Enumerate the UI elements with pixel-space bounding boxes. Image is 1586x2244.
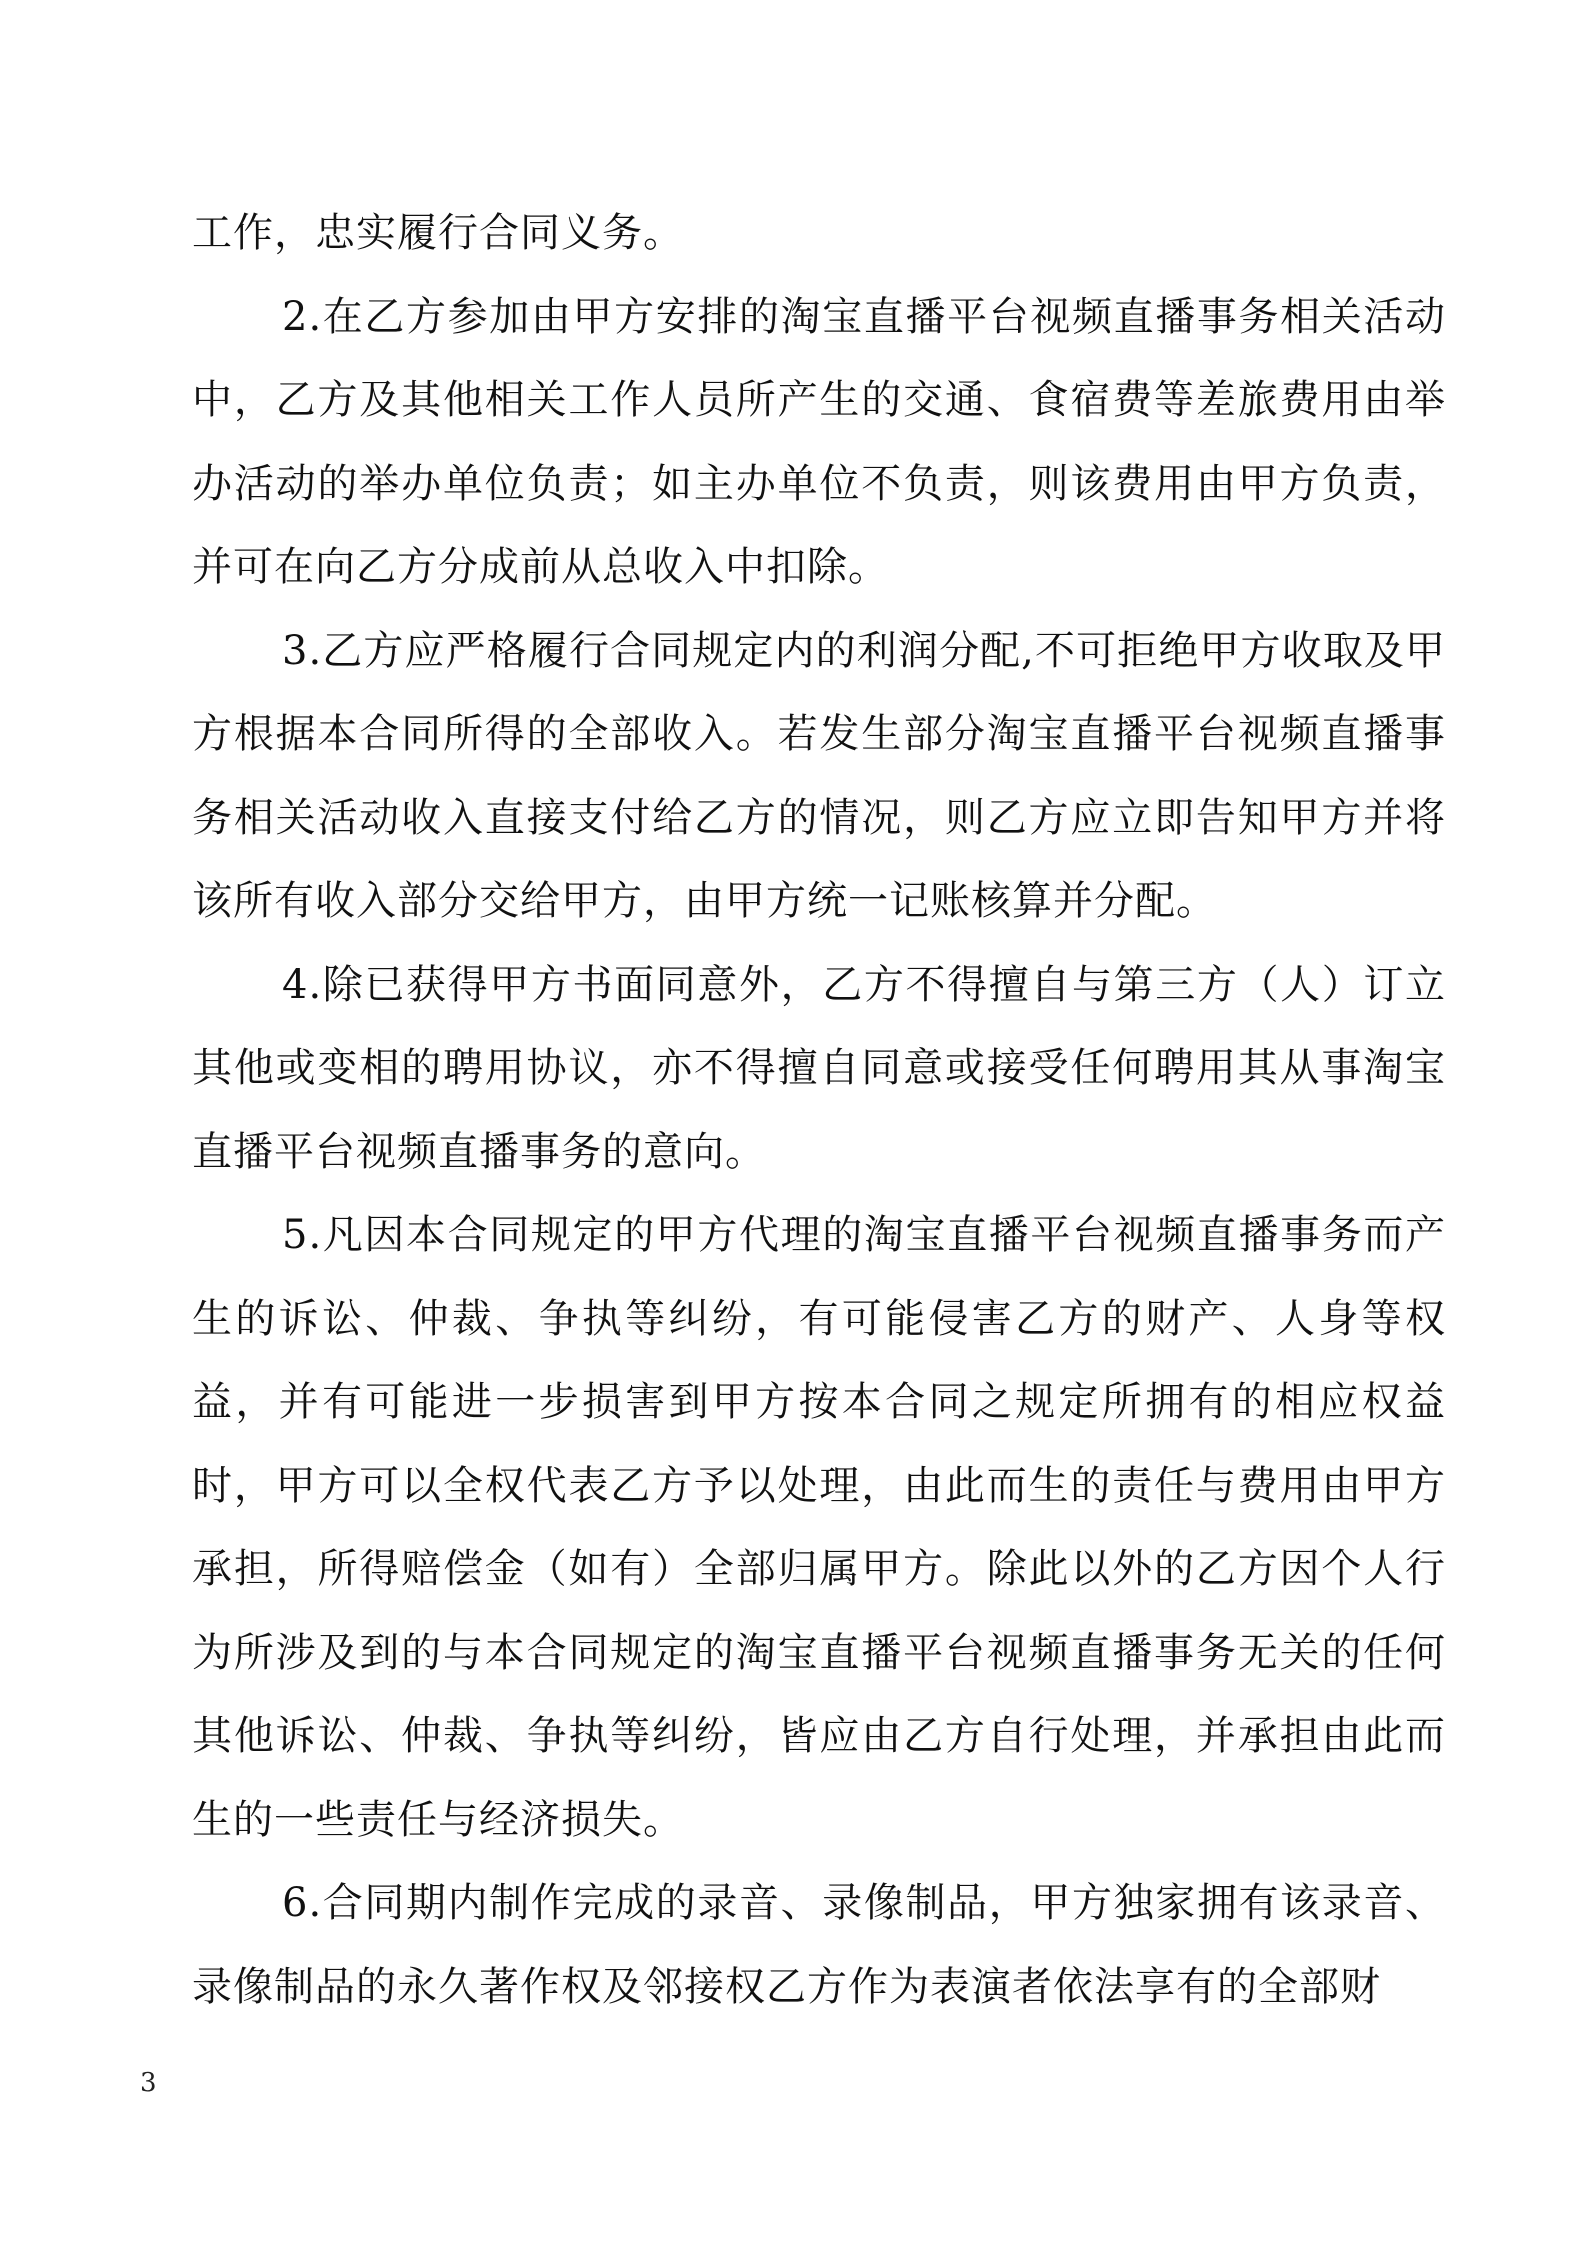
paragraph-clause-6: 6.合同期内制作完成的录音、录像制品，甲方独家拥有该录音、录像制品的永久著作权及邻接权乙方作为表演者依法享有的全部财 — [192, 1880, 1446, 2010]
page-number: 3 — [140, 2068, 157, 2098]
paragraph-continuation: 工作，忠实履行合同义务。 — [192, 210, 684, 256]
paragraph-clause-3: 3.乙方应严格履行合同规定内的利润分配,不可拒绝甲方收取及甲方根据本合同所得的全部收入。若发生部分淘宝直播平台视频直播事务相关活动收入直接支付给乙方的情况，则乙方应立即告知甲方并将该所有收入部分交给甲方，由甲方统一记账核算并分配。 — [192, 627, 1446, 924]
paragraph-clause-2: 2.在乙方参加由甲方安排的淘宝直播平台视频直播事务相关活动中，乙方及其他相关工作人员所产生的交通、食宿费等差旅费用由举办活动的举办单位负责；如主办单位不负责，则该费用由甲方负责，并可在向乙方分成前从总收入中扣除。 — [192, 293, 1446, 590]
paragraph-clause-5: 5.凡因本合同规定的甲方代理的淘宝直播平台视频直播事务而产生的诉讼、仲裁、争执等纠纷，有可能侵害乙方的财产、人身等权益，并有可能进一步损害到甲方按本合同之规定所拥有的相应权益时，甲方可以全权代表乙方予以处理，由此而生的责任与费用由甲方承担，所得赔偿金（如有）全部归属甲方。除此以外的乙方因个人行为所涉及到的与本合同规定的淘宝直播平台视频直播事务无关的任何其他诉讼、仲裁、争执等纠纷，皆应由乙方自行处理，并承担由此而生的一些责任与经济损失。 — [192, 1212, 1446, 1843]
contract-body — [192, 192, 1446, 2029]
paragraph-clause-4: 4.除已获得甲方书面同意外，乙方不得擅自与第三方（人）订立其他或变相的聘用协议，亦不得擅自同意或接受任何聘用其从事淘宝直播平台视频直播事务的意向。 — [192, 961, 1446, 1175]
